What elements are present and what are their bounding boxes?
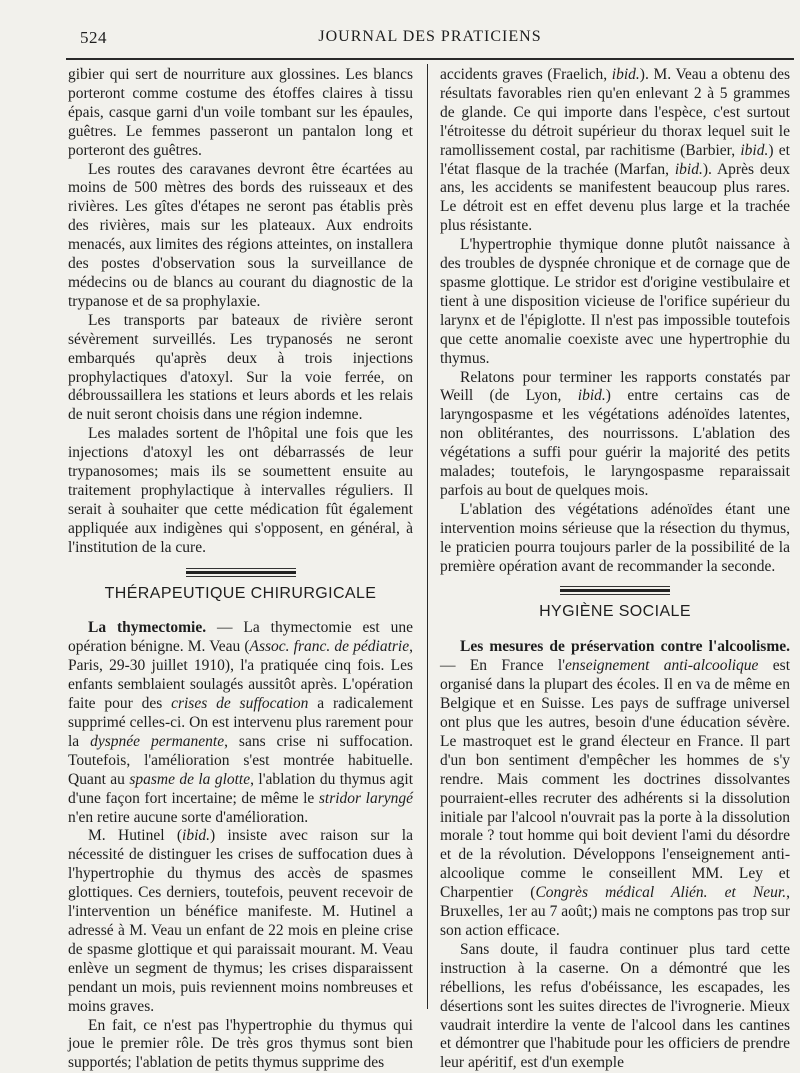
citation: Assoc. franc. de pédiatrie bbox=[250, 638, 410, 655]
text-run: — La thymectomie est une opération bénigne. M. Veau ( bbox=[68, 619, 413, 655]
text-run: , sans crise ni suffocation. Toutefois, l'amélioration s'est montrée habituelle. Quant au bbox=[68, 733, 413, 788]
section-title-hygiene: HYGIÈNE SOCIALE bbox=[440, 603, 790, 622]
text-run: , l'ablation du thymus agit d'une façon fort incertaine; de même le bbox=[68, 771, 413, 807]
emphasis: crises de suffocation bbox=[171, 695, 308, 712]
lead-thymectomie: La thymectomie. bbox=[88, 619, 206, 636]
section-title-therapeutique: THÉRAPEUTIQUE CHIRURGICALE bbox=[68, 585, 413, 604]
paragraph-caserne: Sans doute, il faudra continuer plus tard cette instruction à la caserne. On a démontré que les rébellions, les refus d'obéissance, les escapades, les désertions sont les suites directes de l'ivrognerie. Mieux vaudrait interdire la vente de l'alcool dans les cantines et démontrer que l'habitude pour les officiers de prendre leur apéritif, est d'un exemple bbox=[440, 941, 790, 1073]
citation: ibid. bbox=[740, 142, 768, 159]
paragraph-en-fait: En fait, ce n'est pas l'hypertrophie du thymus qui joue le premier rôle. De très gros thymus sont bien supportés; l'ablation de petits thymus supprime des bbox=[68, 1017, 413, 1073]
text-run: — En France l' bbox=[440, 657, 565, 674]
emphasis: enseignement anti-alcoolique bbox=[565, 657, 758, 674]
emphasis: dyspnée permanente bbox=[90, 733, 224, 750]
column-divider bbox=[427, 64, 428, 1009]
journal-title: JOURNAL DES PRATICIENS bbox=[70, 28, 790, 46]
paragraph-routes: Les routes des caravanes devront être écartées au moins de 500 mètres des bords des ruisseaux et des rivières. Les gîtes d'étapes ne seront pas établis près des rivières, mais sur les plateaux. Aux endroits menacés, aux limites des régions atteintes, on installera des postes d'observation sous la surveillance de médecins ou de blancs au courant du diagnostic de la trypanose et de sa prophylaxie. bbox=[68, 161, 413, 312]
lead-alcoolisme: Les mesures de préservation contre l'alcoolisme. bbox=[460, 638, 790, 655]
right-column bbox=[440, 66, 790, 1073]
text-run: est organisé dans la plupart des écoles. Il en va de même en Belgique et en Suisse. Les pays de suffrage universel ont plus que les autres, besoin d'une éducation sévère. Le mastroquet est le grand électeur en France. Il part d'un bon sentiment d'empêcher les hommes de s'y rendre. Mais comment les doctrines dissolvantes pourraient-elles recruter des adhérents si la dissolution initiale par l'alcool n'ouvrait pas la porte à la dissolution morale ? tout homme qui boit devient l'ami du désordre et de la révolution. Développons l'enseignement anti-alcoolique comme le conseillent MM. Ley et Charpentier ( bbox=[440, 657, 790, 901]
left-column bbox=[68, 66, 413, 1073]
citation: ibid. bbox=[182, 827, 210, 844]
paragraph-thymectomie bbox=[68, 619, 413, 827]
paragraph-accidents bbox=[440, 66, 790, 236]
paragraph-hutinel bbox=[68, 827, 413, 1016]
text-run: ). Après deux ans, les accidents se manifestent beaucoup plus rares. Le détroit est en effet devenu plus large et la trachée plus résistante. bbox=[440, 161, 790, 235]
paragraph-ablation: L'ablation des végétations adénoïdes étant une intervention moins sérieuse que la résection du thymus, le praticien pourra toujours parler de la possibilité de la première opération avant de recommander la seconde. bbox=[440, 501, 790, 577]
citation: ibid. bbox=[612, 66, 640, 83]
paragraph-hypertrophie: L'hypertrophie thymique donne plutôt naissance à des troubles de dyspnée chronique et de cornage que de spasme glottique. Le stridor est d'origine vestibulaire et tient à une disposition vicieuse de l'orifice supérieur du larynx et de l'épiglotte. Il n'est pas impossible toutefois que cette anomalie coexiste avec une hypertrophie du thymus. bbox=[440, 236, 790, 368]
text-run: , Bruxelles, 1er au 7 août;) mais ne comptons pas trop sur son action efficace. bbox=[440, 884, 790, 939]
text-run: ). M. Veau a obtenu des résultats favorables rien qu'en enlevant 2 à 5 grammes de glande. Ce qui importe dans l'espèce, c'est surtout l'étroitesse du détroit supérieur du thorax lequel suit le ramollissement costal, par rachitisme (Barbier, bbox=[440, 66, 790, 159]
text-run: ) entre certains cas de laryngospasme et les végétations adénoïdes latentes, non oblitérantes, des nourrissons. L'ablation des végétations a suffi pour guérir la majorité des petits malades; toutefois, le laryngospasme reparaissait parfois au bout de quelques mois. bbox=[440, 387, 790, 499]
citation: ibid. bbox=[578, 387, 606, 404]
paragraph-malades: Les malades sortent de l'hôpital une fois que les injections d'atoxyl les ont débarrassés de leur trypanosomes; mais ils se soumettent ensuite au traitement prophylactique à intervalles réguliers. Il serait à souhaiter que cette médication fût également appliquée aux indigènes qui s'opposent, en général, à l'institution de la cure. bbox=[68, 425, 413, 557]
paragraph-glossines: gibier qui sert de nourriture aux glossines. Les blancs porteront comme costume des étoffes claires à tissu épais, casque garni d'un voile tombant sur les épaules, guêtres. Le femmes passeront un pantalon long et porteront des guêtres. bbox=[68, 66, 413, 161]
text-run: ) et l'état flasque de la trachée (Marfan, bbox=[440, 142, 790, 178]
paragraph-alcoolisme bbox=[440, 638, 790, 941]
text-run: a radicalement supprimé celles-ci. On est intervenu plus rarement pour la bbox=[68, 695, 413, 750]
emphasis: stridor laryngé bbox=[319, 790, 413, 807]
paragraph-weill bbox=[440, 369, 790, 501]
section-ornament bbox=[560, 586, 670, 595]
citation: Congrès médical Alién. et Neur. bbox=[535, 884, 786, 901]
text-run: M. Hutinel ( bbox=[88, 827, 182, 844]
text-run: accidents graves (Fraelich, bbox=[440, 66, 612, 83]
section-ornament bbox=[186, 568, 296, 577]
text-run: Relatons pour terminer les rapports constatés par Weill (de Lyon, bbox=[440, 369, 790, 405]
emphasis: spasme de la glotte bbox=[129, 771, 250, 788]
page-header bbox=[70, 28, 790, 52]
text-run: ) insiste avec raison sur la nécessité de distinguer les crises de suffocation dues à l'hypertrophie du thymus des accès de spasmes glottiques. Ces derniers, toutefois, peuvent recevoir de l'intervention un bénéfice manifeste. M. Hutinel a adressé à M. Veau un enfant de 22 mois en pleine crise de spasme glottique et qui paraissait mourant. M. Veau enlève un segment de thymus; les crises disparaissent pendant un mois, puis reviennent moins nombreuses et moins graves. bbox=[68, 827, 413, 1014]
citation: ibid. bbox=[675, 161, 703, 178]
header-rule bbox=[66, 58, 794, 60]
page-number: 524 bbox=[80, 28, 107, 48]
text-run: n'en retire aucune sorte d'amélioration. bbox=[68, 809, 308, 826]
text-run: , Paris, 29-30 juillet 1910), l'a pratiquée cinq fois. Les enfants semblaient soulagés aussitôt après. L'opération faite pour des bbox=[68, 638, 413, 712]
paragraph-transports: Les transports par bateaux de rivière seront sévèrement surveillés. Les trypanosés ne seront embarqués qu'après deux à trois injections prophylactiques d'atoxyl. Sur la voie ferrée, on débroussaillera les stations et leurs abords et les relais de nuit seront choisis dans une région indemne. bbox=[68, 312, 413, 425]
